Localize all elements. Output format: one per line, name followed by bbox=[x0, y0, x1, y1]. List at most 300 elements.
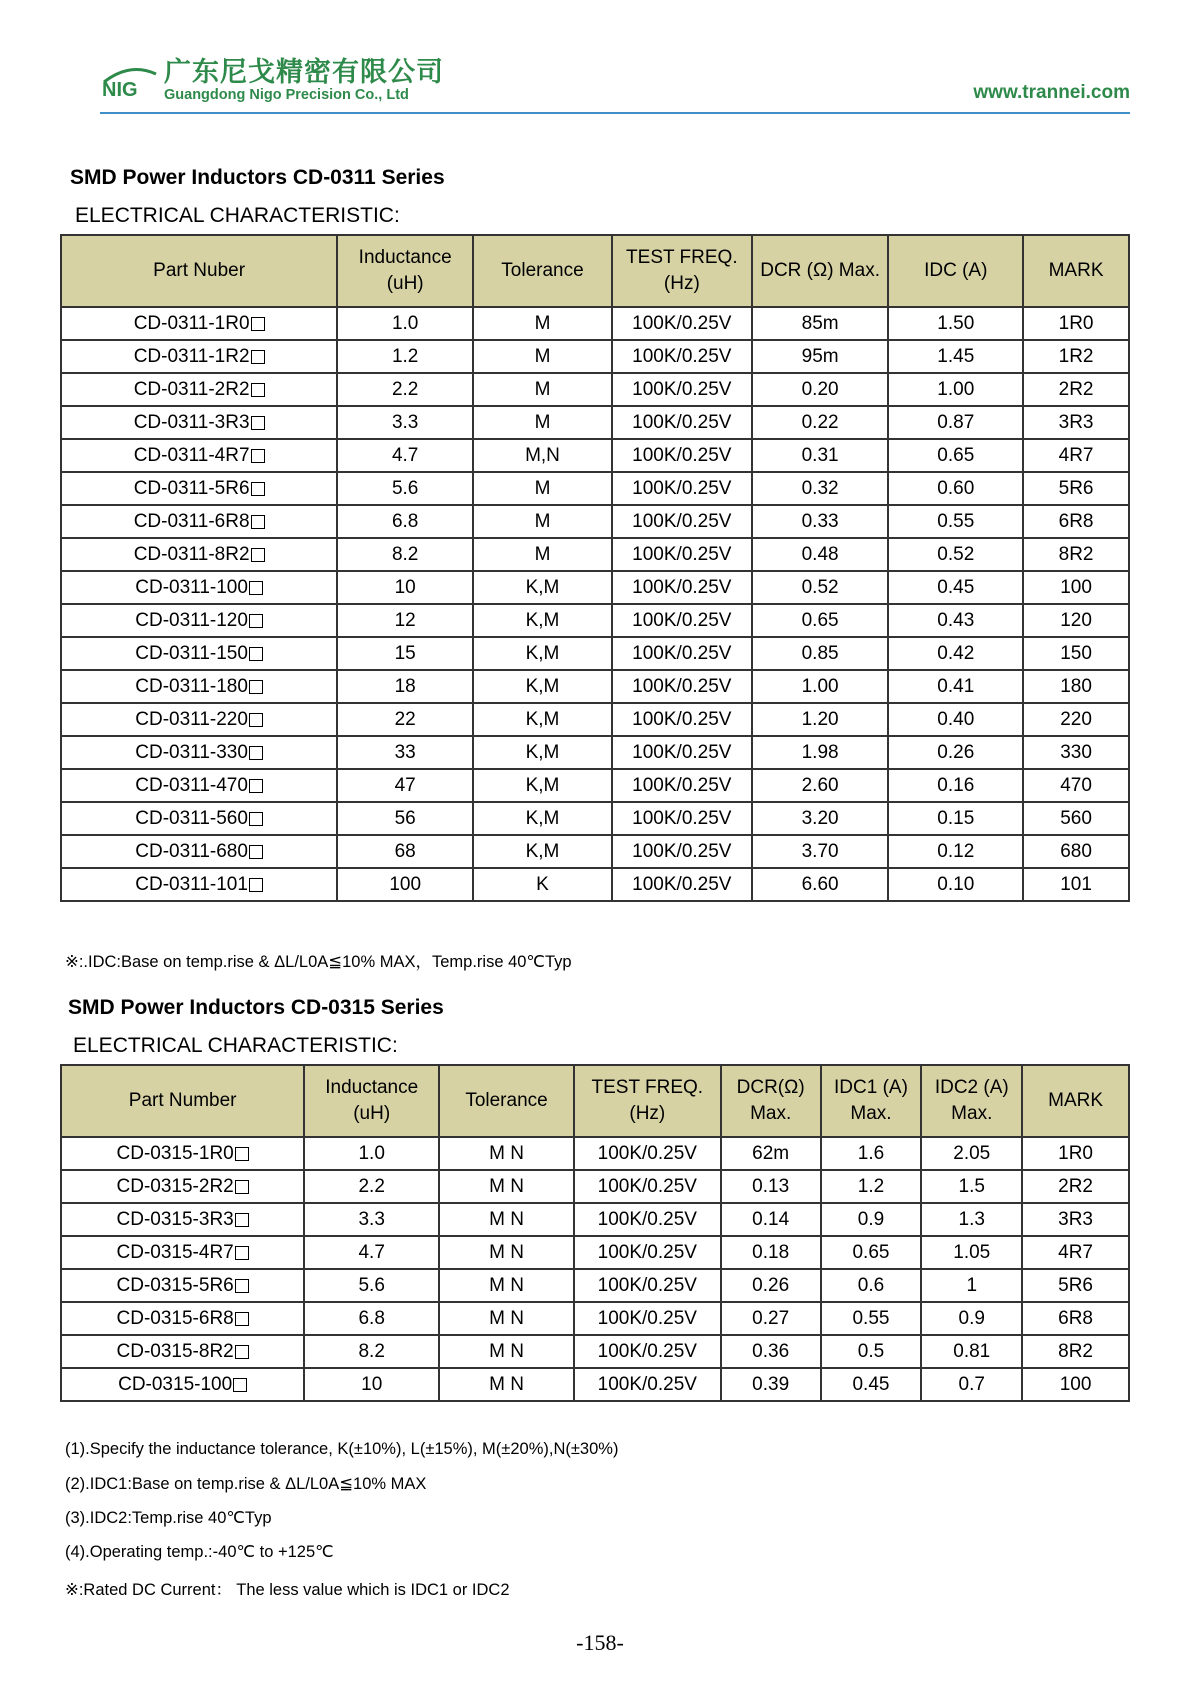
table-cell bbox=[473, 703, 612, 736]
cell-value: 2.05 bbox=[953, 1142, 991, 1164]
table-row bbox=[61, 868, 1129, 901]
table-cell bbox=[304, 1335, 439, 1368]
table-cell bbox=[574, 1137, 721, 1170]
table-cell bbox=[337, 505, 473, 538]
table-cell bbox=[888, 472, 1023, 505]
table-cell bbox=[439, 1203, 574, 1236]
table-cell bbox=[888, 637, 1023, 670]
cell-value: 100K/0.25V bbox=[632, 741, 732, 763]
cell-value: 56 bbox=[394, 807, 416, 829]
cell-value: 0.41 bbox=[937, 675, 975, 697]
table1-title: SMD Power Inductors CD-0311 Series bbox=[70, 166, 445, 189]
cell-value: 0.39 bbox=[752, 1373, 790, 1395]
table-cell bbox=[473, 802, 612, 835]
table-cell bbox=[473, 373, 612, 406]
table-cell bbox=[612, 373, 752, 406]
cell-value: CD-0311-2R2 bbox=[133, 378, 250, 400]
table-cell bbox=[574, 1269, 721, 1302]
cell-value: 100K/0.25V bbox=[597, 1208, 697, 1230]
table-cell bbox=[821, 1302, 922, 1335]
cell-value: M N bbox=[489, 1175, 524, 1197]
part-number-cell bbox=[61, 1269, 304, 1302]
cell-value: 2.60 bbox=[801, 774, 839, 796]
cell-value: M,N bbox=[525, 444, 560, 466]
col-header-idc1: IDC1 (A) Max. bbox=[821, 1065, 922, 1137]
table-cell bbox=[612, 505, 752, 538]
cell-value: 100K/0.25V bbox=[632, 477, 732, 499]
cell-value: 15 bbox=[394, 642, 416, 664]
cell-value: M bbox=[534, 510, 551, 532]
table-cell bbox=[612, 340, 752, 373]
cell-value: CD-0311-560 bbox=[135, 807, 248, 829]
note-5: ※:Rated DC Current： The less value which is IDC1 or IDC2 bbox=[65, 1581, 510, 1599]
cell-value: 0.13 bbox=[752, 1175, 790, 1197]
cell-value: 0.9 bbox=[958, 1307, 985, 1329]
cell-value: 100K/0.25V bbox=[632, 444, 732, 466]
cell-value: 100K/0.25V bbox=[632, 378, 732, 400]
cell-value: 62m bbox=[752, 1142, 790, 1164]
part-number-cell bbox=[61, 571, 337, 604]
svg-text:NIG: NIG bbox=[102, 79, 138, 100]
cell-value: 0.15 bbox=[937, 807, 975, 829]
cell-value: 100K/0.25V bbox=[632, 345, 732, 367]
cell-value: 0.65 bbox=[801, 609, 839, 631]
cell-value: M N bbox=[489, 1307, 524, 1329]
table-cell bbox=[304, 1137, 439, 1170]
suffix-box-icon bbox=[235, 1345, 249, 1359]
cell-value: CD-0311-330 bbox=[135, 741, 248, 763]
table-cell bbox=[473, 406, 612, 439]
table-row bbox=[61, 1269, 1129, 1302]
table-cell bbox=[1023, 670, 1129, 703]
table-cell bbox=[1023, 439, 1129, 472]
cell-value: 0.52 bbox=[801, 576, 839, 598]
table-cell bbox=[337, 835, 473, 868]
cell-value: CD-0311-8R2 bbox=[133, 543, 250, 565]
cell-value: 1.00 bbox=[801, 675, 839, 697]
cell-value: 0.81 bbox=[953, 1340, 991, 1362]
cell-value: 100 bbox=[1059, 1373, 1092, 1395]
table-row bbox=[61, 439, 1129, 472]
cell-value: 0.32 bbox=[801, 477, 839, 499]
table-row bbox=[61, 1170, 1129, 1203]
table-header-row bbox=[61, 235, 1129, 307]
cell-value: 18 bbox=[394, 675, 416, 697]
table-cell bbox=[337, 538, 473, 571]
table-cell bbox=[752, 307, 889, 340]
table-row bbox=[61, 472, 1129, 505]
cell-value: 0.55 bbox=[852, 1307, 890, 1329]
table-cell bbox=[1023, 637, 1129, 670]
part-number-cell bbox=[61, 1236, 304, 1269]
cell-value: 1R2 bbox=[1058, 345, 1094, 367]
table-cell bbox=[1022, 1302, 1129, 1335]
cell-value: 1.45 bbox=[937, 345, 975, 367]
cell-value: 0.9 bbox=[857, 1208, 885, 1230]
table-cell bbox=[888, 769, 1023, 802]
table-row bbox=[61, 340, 1129, 373]
cell-value: CD-0311-470 bbox=[135, 774, 248, 796]
cell-value: 5R6 bbox=[1058, 1274, 1093, 1296]
table-cell bbox=[752, 538, 889, 571]
cell-value: 1.2 bbox=[857, 1175, 885, 1197]
cell-value: 100 bbox=[389, 873, 422, 895]
suffix-box-icon bbox=[249, 812, 263, 826]
suffix-box-icon bbox=[235, 1246, 249, 1260]
table-row bbox=[61, 1335, 1129, 1368]
table-cell bbox=[337, 703, 473, 736]
table-row bbox=[61, 835, 1129, 868]
part-number-cell bbox=[61, 1335, 304, 1368]
cell-value: M bbox=[534, 411, 551, 433]
cell-value: 0.43 bbox=[937, 609, 975, 631]
cell-value: 100K/0.25V bbox=[632, 708, 732, 730]
cell-value: 3R3 bbox=[1058, 1208, 1093, 1230]
table-cell bbox=[921, 1335, 1022, 1368]
table-cell bbox=[1023, 340, 1129, 373]
table-cell bbox=[473, 571, 612, 604]
suffix-box-icon bbox=[249, 680, 263, 694]
table-cell bbox=[921, 1269, 1022, 1302]
cell-value: CD-0311-680 bbox=[135, 840, 248, 862]
table-cell bbox=[921, 1137, 1022, 1170]
cell-value: M bbox=[534, 543, 551, 565]
table-cell bbox=[612, 637, 752, 670]
table-cell bbox=[721, 1335, 821, 1368]
cell-value: 6.8 bbox=[358, 1307, 385, 1329]
table-cell bbox=[821, 1170, 922, 1203]
table-cell bbox=[439, 1302, 574, 1335]
table-cell bbox=[439, 1335, 574, 1368]
cell-value: 47 bbox=[394, 774, 416, 796]
cell-value: 100K/0.25V bbox=[632, 774, 732, 796]
table-cell bbox=[612, 736, 752, 769]
table-cell bbox=[888, 670, 1023, 703]
table-cell bbox=[612, 538, 752, 571]
table-row bbox=[61, 802, 1129, 835]
cell-value: M bbox=[534, 477, 551, 499]
cell-value: 2.2 bbox=[391, 378, 419, 400]
col-header-mark: MARK bbox=[1023, 235, 1129, 307]
cell-value: 0.52 bbox=[937, 543, 975, 565]
table-cell bbox=[752, 670, 889, 703]
table-cell bbox=[752, 868, 889, 901]
table-cell bbox=[612, 670, 752, 703]
col-header-test-freq: TEST FREQ.(Hz) bbox=[574, 1065, 721, 1137]
table-cell bbox=[612, 835, 752, 868]
page-number: -158- bbox=[576, 1630, 624, 1655]
cell-value: 2R2 bbox=[1058, 1175, 1093, 1197]
cell-value: M bbox=[534, 378, 551, 400]
cell-value: 1.00 bbox=[937, 378, 975, 400]
suffix-box-icon bbox=[235, 1180, 249, 1194]
suffix-box-icon bbox=[235, 1279, 249, 1293]
cell-value: 0.45 bbox=[937, 576, 975, 598]
table-cell bbox=[1023, 571, 1129, 604]
col-header-dcr: DCR (Ω) Max. bbox=[752, 235, 889, 307]
cell-value: 8R2 bbox=[1058, 543, 1094, 565]
table-cell bbox=[821, 1368, 922, 1401]
cell-value: 120 bbox=[1060, 609, 1092, 631]
table-cell bbox=[1022, 1137, 1129, 1170]
cell-value: 1R0 bbox=[1058, 312, 1094, 334]
table-cell bbox=[752, 637, 889, 670]
table-cell bbox=[921, 1203, 1022, 1236]
table-cell bbox=[1023, 769, 1129, 802]
table-cell bbox=[337, 769, 473, 802]
cell-value: 100K/0.25V bbox=[632, 807, 732, 829]
table-cell bbox=[337, 439, 473, 472]
cell-value: K,M bbox=[525, 840, 560, 862]
cell-value: 1.3 bbox=[958, 1208, 985, 1230]
table-row bbox=[61, 307, 1129, 340]
suffix-box-icon bbox=[249, 878, 263, 892]
cell-value: CD-0311-100 bbox=[135, 576, 248, 598]
cell-value: 0.31 bbox=[801, 444, 839, 466]
cell-value: CD-0311-220 bbox=[135, 708, 248, 730]
suffix-box-icon bbox=[235, 1147, 249, 1161]
part-number-cell bbox=[61, 472, 337, 505]
cell-value: 6R8 bbox=[1058, 1307, 1093, 1329]
table-row bbox=[61, 1203, 1129, 1236]
suffix-box-icon bbox=[249, 647, 263, 661]
cell-value: 0.14 bbox=[752, 1208, 790, 1230]
table-cell bbox=[752, 472, 889, 505]
suffix-box-icon bbox=[249, 614, 263, 628]
part-number-cell bbox=[61, 439, 337, 472]
table-cell bbox=[304, 1170, 439, 1203]
cell-value: 0.26 bbox=[937, 741, 975, 763]
cell-value: 0.33 bbox=[801, 510, 839, 532]
table-cell bbox=[1023, 604, 1129, 637]
table-cell bbox=[473, 307, 612, 340]
cell-value: 1.5 bbox=[958, 1175, 985, 1197]
table-cell bbox=[752, 406, 889, 439]
cell-value: 1.6 bbox=[857, 1142, 885, 1164]
part-number-cell bbox=[61, 307, 337, 340]
table-cell bbox=[473, 538, 612, 571]
cell-value: 4R7 bbox=[1058, 1241, 1093, 1263]
table-cell bbox=[304, 1368, 439, 1401]
cell-value: 0.48 bbox=[801, 543, 839, 565]
table-cell bbox=[337, 604, 473, 637]
suffix-box-icon bbox=[251, 548, 265, 562]
cell-value: 5R6 bbox=[1058, 477, 1094, 499]
suffix-box-icon bbox=[235, 1213, 249, 1227]
cell-value: 100K/0.25V bbox=[632, 543, 732, 565]
table-row bbox=[61, 571, 1129, 604]
cell-value: 12 bbox=[394, 609, 416, 631]
table-cell bbox=[574, 1302, 721, 1335]
part-number-cell bbox=[61, 373, 337, 406]
cell-value: 100K/0.25V bbox=[597, 1307, 697, 1329]
col-header-idc2: IDC2 (A) Max. bbox=[921, 1065, 1022, 1137]
note-3: (3).IDC2:Temp.rise 40℃Typ bbox=[65, 1509, 272, 1527]
cell-value: 5.6 bbox=[358, 1274, 385, 1296]
table-cell bbox=[473, 604, 612, 637]
table-cell bbox=[574, 1335, 721, 1368]
cell-value: CD-0311-120 bbox=[135, 609, 248, 631]
cell-value: 2R2 bbox=[1058, 378, 1094, 400]
cell-value: CD-0315-5R6 bbox=[116, 1274, 234, 1296]
cell-value: 0.7 bbox=[958, 1373, 985, 1395]
suffix-box-icon bbox=[249, 746, 263, 760]
table-cell bbox=[721, 1203, 821, 1236]
table-cell bbox=[473, 670, 612, 703]
table-cell bbox=[304, 1269, 439, 1302]
table-cell bbox=[921, 1302, 1022, 1335]
table-row bbox=[61, 769, 1129, 802]
table-cell bbox=[612, 307, 752, 340]
cell-value: 100K/0.25V bbox=[597, 1175, 697, 1197]
cell-value: 1.2 bbox=[391, 345, 419, 367]
table-cell bbox=[752, 604, 889, 637]
cell-value: CD-0315-3R3 bbox=[116, 1208, 234, 1230]
part-number-cell bbox=[61, 340, 337, 373]
col-header-inductance: Inductance (uH) bbox=[337, 235, 473, 307]
cell-value: CD-0311-3R3 bbox=[133, 411, 250, 433]
table-cell bbox=[337, 406, 473, 439]
cell-value: 100 bbox=[1060, 576, 1092, 598]
table-cell bbox=[612, 802, 752, 835]
table-cell bbox=[337, 472, 473, 505]
cell-value: M bbox=[534, 345, 551, 367]
table-cell bbox=[821, 1335, 922, 1368]
table-cell bbox=[721, 1302, 821, 1335]
cell-value: 1.98 bbox=[801, 741, 839, 763]
cell-value: 8.2 bbox=[358, 1340, 385, 1362]
table-cell bbox=[921, 1170, 1022, 1203]
table-cell bbox=[337, 736, 473, 769]
table-cell bbox=[752, 340, 889, 373]
table-cell bbox=[752, 703, 889, 736]
table-cell bbox=[337, 571, 473, 604]
table-cell bbox=[473, 868, 612, 901]
cell-value: K,M bbox=[525, 774, 560, 796]
table-cell bbox=[612, 604, 752, 637]
col-header-inductance: Inductance (uH) bbox=[304, 1065, 439, 1137]
cell-value: M N bbox=[489, 1241, 524, 1263]
table-cell bbox=[1022, 1203, 1129, 1236]
part-number-cell bbox=[61, 1170, 304, 1203]
cell-value: CD-0311-1R0 bbox=[133, 312, 250, 334]
table-row bbox=[61, 1137, 1129, 1170]
table-cell bbox=[1023, 472, 1129, 505]
part-number-cell bbox=[61, 538, 337, 571]
table-cell bbox=[752, 505, 889, 538]
part-number-cell bbox=[61, 604, 337, 637]
table-cell bbox=[304, 1236, 439, 1269]
cell-value: CD-0315-100 bbox=[118, 1373, 233, 1395]
cell-value: 680 bbox=[1060, 840, 1092, 862]
note-1: (1).Specify the inductance tolerance, K(±10%), L(±15%), M(±20%),N(±30%) bbox=[65, 1440, 619, 1458]
suffix-box-icon bbox=[251, 350, 265, 364]
cell-value: 85m bbox=[801, 312, 839, 334]
cell-value: 3R3 bbox=[1058, 411, 1094, 433]
table-cell bbox=[612, 439, 752, 472]
cell-value: 0.42 bbox=[937, 642, 975, 664]
cd0311-spec-table bbox=[60, 234, 1130, 902]
table-cell bbox=[1022, 1236, 1129, 1269]
cell-value: CD-0315-8R2 bbox=[116, 1340, 234, 1362]
cell-value: 0.65 bbox=[937, 444, 975, 466]
cell-value: 0.12 bbox=[937, 840, 975, 862]
cell-value: 100K/0.25V bbox=[632, 510, 732, 532]
cell-value: 0.45 bbox=[852, 1373, 890, 1395]
cell-value: 95m bbox=[801, 345, 839, 367]
part-number-cell bbox=[61, 868, 337, 901]
cell-value: CD-0311-6R8 bbox=[133, 510, 250, 532]
table-cell bbox=[473, 769, 612, 802]
table-cell bbox=[337, 637, 473, 670]
table-cell bbox=[1023, 373, 1129, 406]
cell-value: 220 bbox=[1060, 708, 1092, 730]
table-row bbox=[61, 1236, 1129, 1269]
cd0315-spec-table bbox=[60, 1064, 1130, 1402]
cell-value: 0.60 bbox=[937, 477, 975, 499]
table-cell bbox=[721, 1170, 821, 1203]
col-header-mark: MARK bbox=[1022, 1065, 1129, 1137]
table2-subtitle: ELECTRICAL CHARACTERISTIC: bbox=[73, 1034, 398, 1057]
table-cell bbox=[888, 406, 1023, 439]
cell-value: 100K/0.25V bbox=[632, 411, 732, 433]
table-cell bbox=[1022, 1368, 1129, 1401]
cell-value: 6.60 bbox=[801, 873, 839, 895]
cell-value: 5.6 bbox=[391, 477, 419, 499]
table-cell bbox=[1023, 868, 1129, 901]
cell-value: CD-0311-1R2 bbox=[133, 345, 250, 367]
table-cell bbox=[721, 1236, 821, 1269]
part-number-cell bbox=[61, 1368, 304, 1401]
website-link[interactable]: www.trannei.com bbox=[973, 82, 1130, 103]
cell-value: 4R7 bbox=[1058, 444, 1094, 466]
cell-value: M bbox=[534, 312, 551, 334]
table-cell bbox=[921, 1368, 1022, 1401]
table-cell bbox=[612, 472, 752, 505]
table-cell bbox=[473, 637, 612, 670]
cell-value: K bbox=[536, 873, 549, 895]
table-cell bbox=[473, 835, 612, 868]
cell-value: 100K/0.25V bbox=[632, 873, 732, 895]
cell-value: 1.50 bbox=[937, 312, 975, 334]
table-cell bbox=[1023, 703, 1129, 736]
suffix-box-icon bbox=[251, 383, 265, 397]
cell-value: 1 bbox=[966, 1274, 978, 1296]
table-cell bbox=[612, 868, 752, 901]
cell-value: CD-0315-2R2 bbox=[116, 1175, 234, 1197]
table-row bbox=[61, 1368, 1129, 1401]
cell-value: 8R2 bbox=[1058, 1340, 1093, 1362]
cell-value: M N bbox=[489, 1142, 524, 1164]
table-cell bbox=[1023, 505, 1129, 538]
table-cell bbox=[473, 472, 612, 505]
table-row bbox=[61, 604, 1129, 637]
table-cell bbox=[888, 373, 1023, 406]
cell-value: CD-0315-4R7 bbox=[116, 1241, 234, 1263]
cell-value: CD-0311-150 bbox=[135, 642, 248, 664]
table-cell bbox=[337, 868, 473, 901]
part-number-cell bbox=[61, 802, 337, 835]
cell-value: CD-0311-180 bbox=[135, 675, 248, 697]
table-cell bbox=[888, 802, 1023, 835]
table-cell bbox=[821, 1236, 922, 1269]
part-number-cell bbox=[61, 406, 337, 439]
table-header-row bbox=[61, 1065, 1129, 1137]
col-header-idc: IDC (A) bbox=[888, 235, 1023, 307]
part-number-cell bbox=[61, 1302, 304, 1335]
note-2: (2).IDC1:Base on temp.rise & ΔL/L0A≦10% MAX bbox=[65, 1475, 427, 1493]
cell-value: 0.10 bbox=[937, 873, 975, 895]
